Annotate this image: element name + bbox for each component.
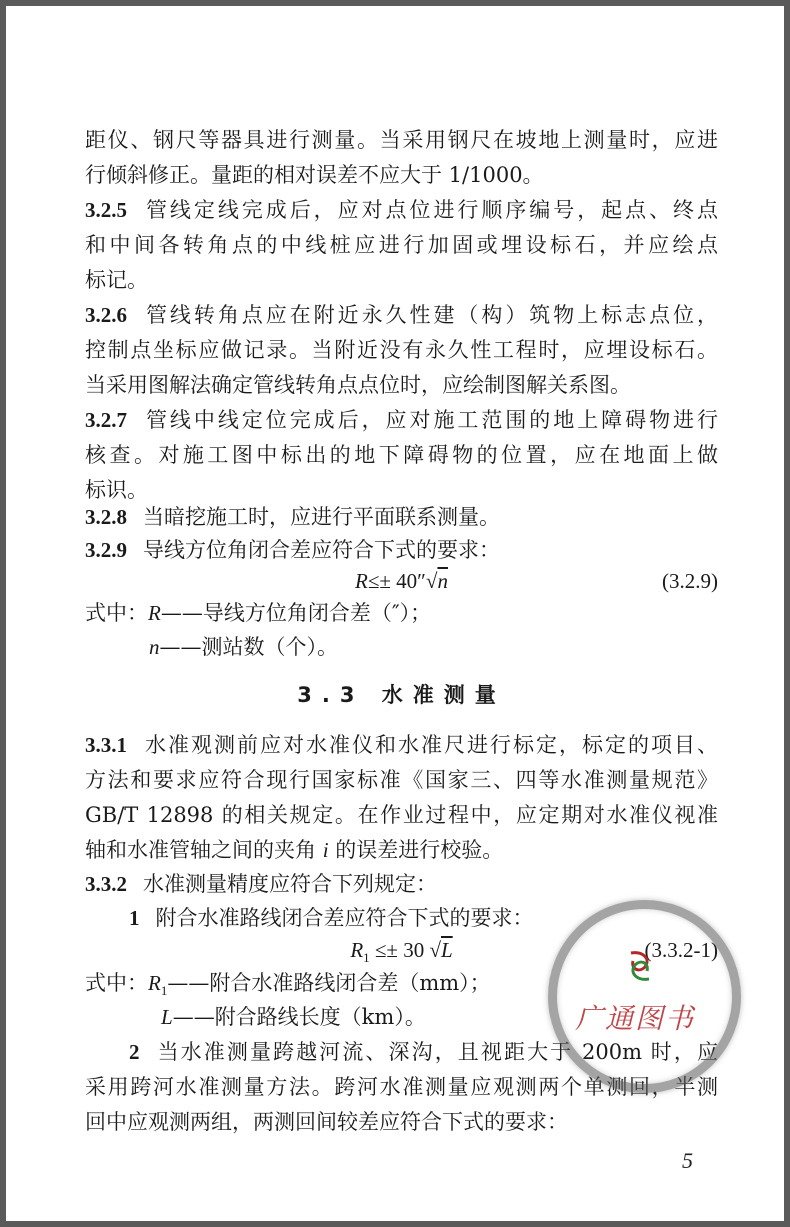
sqrt-symbol: √ [425,569,438,593]
formula-3-3-2-1 [85,933,718,967]
symbol: n [149,635,160,659]
formula-operator: ≤± 40″ [367,569,426,593]
text-line: GB/T 12898 的相关规定。在作业过程中，应定期对水准仪视准 [85,803,718,827]
item-text: 当水准测量跨越河流、深沟，且视距大于 200m 时，应 [155,1040,718,1064]
clause-3-2-8 [85,500,718,534]
text-line: 距仪、钢尺等器具进行测量。当采用钢尺在坡地上测量时，应进 [85,128,718,152]
text-line: 标识。 [85,478,148,502]
item-text: 附合水准路线闭合差应符合下式的要求： [155,906,534,930]
text-line: 标记。 [85,268,148,292]
text-line: 采用跨河水准测量方法。跨河水准测量应观测两个单测回，半测 [85,1075,718,1099]
item-1 [85,901,718,935]
clause-text: 管线中线定位完成后，应对施工范围的地上障碍物进行 [143,408,718,432]
symbol: R [148,971,161,995]
clause-text: 水准测量精度应符合下列规定： [143,872,437,896]
where-prefix: 式中： [85,601,148,625]
clause-number: 3.2.6 [85,303,127,327]
where-line [85,596,718,630]
symbol-subscript: 1 [160,983,168,999]
equation-number: (3.2.9) [662,569,718,593]
clause-number: 3.2.7 [85,408,127,432]
item-number: 1 [129,906,140,930]
clause-text: 管线转角点应在附近永久性建（构）筑物上标志点位， [143,303,718,327]
text-line: 核查。对施工图中标出的地下障碍物的位置，应在地面上做 [85,443,718,467]
formula-lhs: R [350,938,364,962]
formula-variable: L [440,938,453,962]
symbol: i [322,838,329,862]
clause-text: 水准观测前应对水准仪和水准尺进行标定，标定的项目、 [143,733,718,757]
formula-subscript: 1 [363,950,370,966]
text-line: 方法和要求应符合现行国家标准《国家三、四等水准测量规范》 [85,768,718,792]
formula-3-2-9 [85,564,718,598]
definition: ——测站数（个）。 [159,635,338,659]
watermark-text: 广通图书 [575,1002,696,1035]
clause-text: 导线方位角闭合差应符合下式的要求： [143,538,500,562]
text-fragment: 轴和水准管轴之间的夹角 [85,838,323,862]
definition: ——导线方位角闭合差（″）； [160,601,432,625]
text-line: 行倾斜修正。量距的相对误差不应大于 1/1000。 [85,163,544,187]
text-line [85,833,718,867]
text-line: 控制点坐标应做记录。当附近没有永久性工程时，应埋设标石。 [85,338,718,362]
clause-3-3-2 [85,867,718,901]
formula-lhs: R [355,569,368,593]
definition: ——附合水准路线闭合差（mm）； [167,971,491,995]
where-line [85,1000,718,1034]
sqrt-symbol: √ [429,938,441,962]
where-line [85,966,718,1000]
page-number: 5 [682,1148,693,1173]
clause-text: 管线定线完成后，应对点位进行顺序编号，起点、终点 [143,198,718,222]
clause-number: 3.2.9 [85,538,127,562]
formula-operator: ≤± 30 [369,938,430,962]
text-line: 和中间各转角点的中线桩应进行加固或埋设标石，并应绘点 [85,233,718,257]
formula-variable: n [437,569,448,593]
symbol: R [148,601,161,625]
text-fragment: 的误差进行校验。 [328,838,504,862]
symbol: L [161,1005,173,1029]
clause-number: 3.2.5 [85,198,127,222]
clause-number: 3.3.2 [85,872,127,896]
item-2 [85,1035,718,1069]
clause-3-2-9 [85,533,718,567]
text-line: 回中应观测两组，两测回间较差应符合下式的要求： [85,1110,568,1134]
clause-number: 3.3.1 [85,733,127,757]
equation-number: (3.3.2-1) [644,938,718,962]
clause-number: 3.2.8 [85,505,127,529]
clause-3-3-1 [85,728,718,762]
clause-3-2-6 [85,298,718,332]
clause-3-2-5 [85,193,718,227]
where-line [85,630,718,664]
definition: ——附合路线长度（km）。 [172,1005,426,1029]
clause-text: 当暗挖施工时，应进行平面联系测量。 [143,505,500,529]
text-line: 当采用图解法确定管线转角点点位时，应绘制图解关系图。 [85,373,631,397]
item-number: 2 [129,1040,140,1064]
where-prefix: 式中： [85,971,148,995]
clause-3-2-7 [85,403,718,437]
section-heading: 3.3 水准测量 [297,683,506,707]
